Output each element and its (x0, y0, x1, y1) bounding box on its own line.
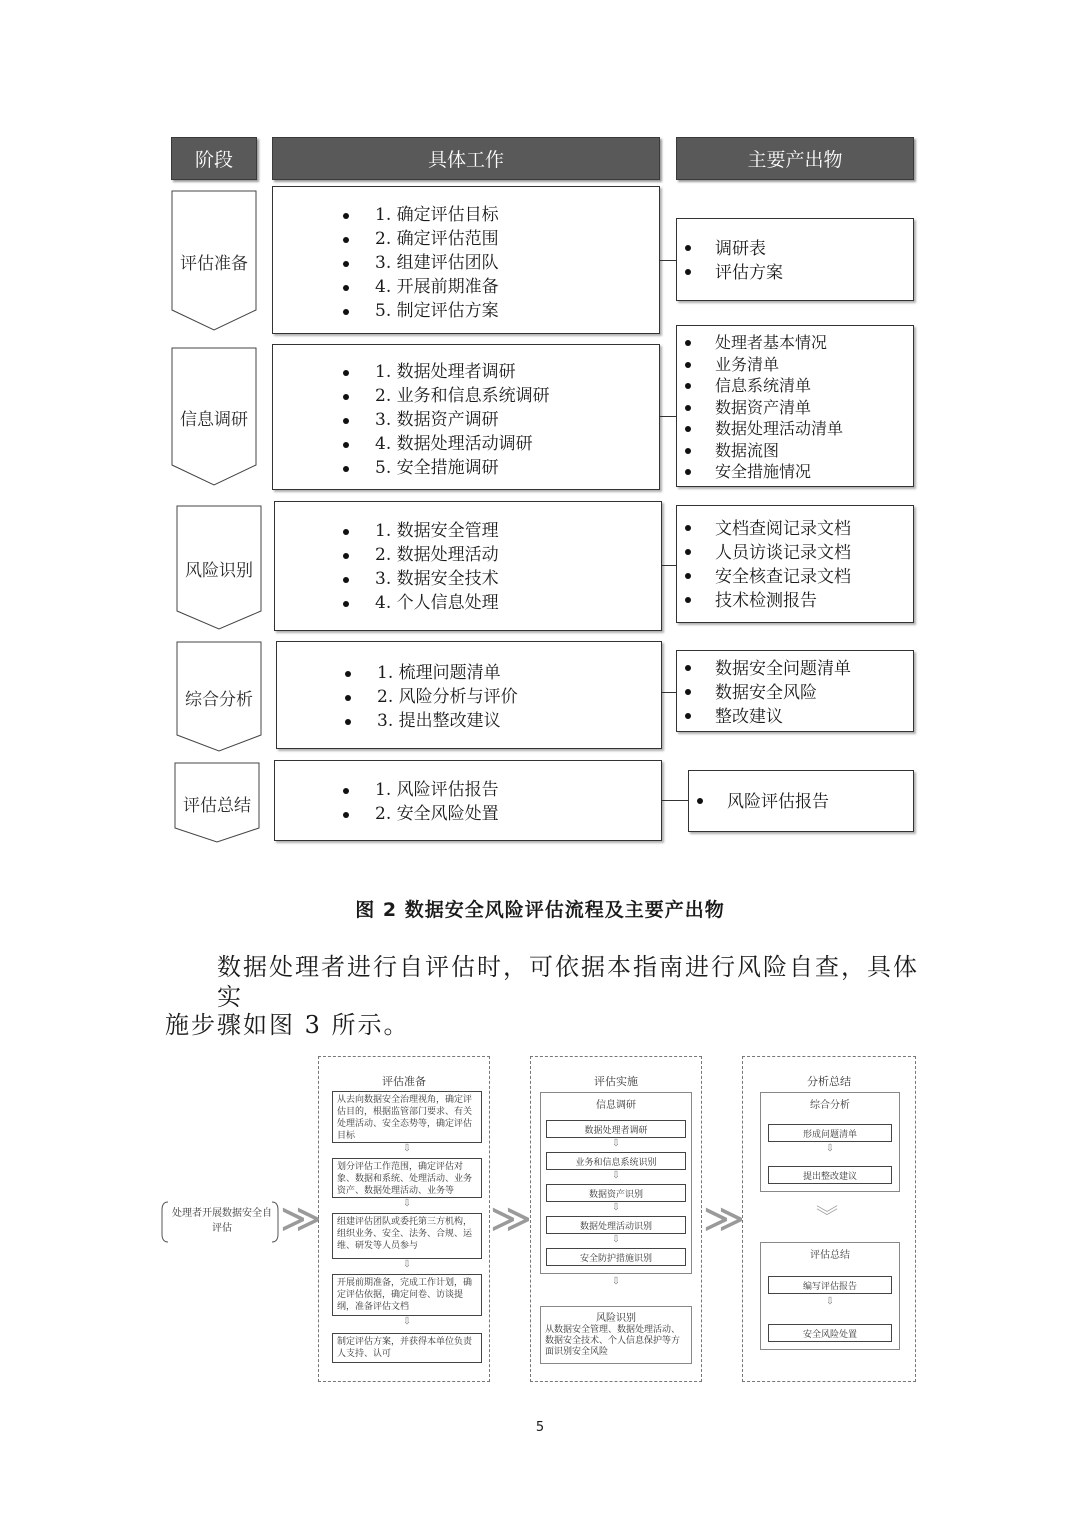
stage-identify (176, 505, 262, 631)
down-arrow-icon: ⇩ (402, 1316, 412, 1327)
work-item: 1. 确定评估目标 (343, 203, 659, 227)
work-item: 4. 个人信息处理 (343, 591, 661, 615)
output-box-identify (676, 505, 914, 623)
stage-label: 评估准备 (180, 253, 248, 274)
output-item: 技术检测报告 (685, 589, 913, 613)
down-arrow-icon: ⇩ (611, 1138, 621, 1149)
work-item: 2. 风险分析与评价 (345, 685, 661, 709)
down-arrow-icon: ⇩ (825, 1296, 835, 1307)
work-item: 5. 制定评估方案 (343, 299, 659, 323)
stage-prepare (171, 190, 257, 332)
sub-identify (540, 1306, 692, 1364)
column-title: 分析总结 (807, 1075, 851, 1088)
start-node (160, 1200, 280, 1244)
stage-label: 综合分析 (185, 689, 253, 710)
sub-title: 评估总结 (810, 1250, 850, 1261)
output-item: 数据流图 (685, 440, 913, 462)
prepare-step-3: 组建评估团队或委托第三方机构，组织业务、安全、法务、合规、运维、研发等人员参与 (332, 1213, 482, 1259)
output-item: 风险评估报告 (697, 790, 913, 814)
output-box-analysis (676, 650, 914, 732)
page-number: 5 (535, 1420, 545, 1435)
output-item: 整改建议 (685, 705, 913, 729)
stage-summary (174, 762, 260, 844)
output-item: 评估方案 (685, 261, 913, 285)
analysis-step-1: 形成问题清单 (768, 1124, 892, 1142)
output-item: 人员访谈记录文档 (685, 541, 913, 565)
work-item: 3. 提出整改建议 (345, 709, 661, 733)
down-arrow-icon: ⇩ (402, 1259, 412, 1270)
down-arrow-icon: ⇩ (402, 1198, 412, 1209)
header-output: 主要产出物 (676, 137, 914, 180)
sub-title: 风险识别 (596, 1313, 636, 1324)
down-arrow-icon: ⇩ (825, 1143, 835, 1154)
stage-label: 风险识别 (185, 560, 253, 581)
chevron-right-icon: ≫ (490, 1196, 532, 1242)
work-item: 3. 数据安全技术 (343, 567, 661, 591)
analysis-step-2: 提出整改建议 (768, 1166, 892, 1184)
body-paragraph-line1: 数据处理者进行自评估时，可依据本指南进行风险自查，具体实 (217, 953, 919, 1011)
work-item: 2. 业务和信息系统调研 (343, 384, 659, 408)
work-item: 1. 数据安全管理 (343, 519, 661, 543)
chevron-down-icon: ︾ (816, 1205, 839, 1230)
work-box-research (272, 344, 660, 490)
work-box-identify (274, 501, 662, 631)
prepare-step-4: 开展前期准备，完成工作计划，确定评估依据，确定问卷、访谈提纲，准备评估文档 (332, 1274, 482, 1316)
conclusion-step-2: 安全风险处置 (768, 1324, 892, 1342)
work-item: 1. 梳理问题清单 (345, 661, 661, 685)
research-step-4: 数据处理活动识别 (546, 1216, 686, 1234)
output-item: 安全措施情况 (685, 461, 913, 483)
sub-title: 综合分析 (810, 1100, 850, 1111)
conclusion-step-1: 编写评估报告 (768, 1276, 892, 1294)
work-item: 5. 安全措施调研 (343, 456, 659, 480)
output-item: 信息系统清单 (685, 375, 913, 397)
work-box-summary (274, 760, 662, 841)
output-item: 安全核查记录文档 (685, 565, 913, 589)
down-arrow-icon: ⇩ (611, 1276, 621, 1287)
work-box-prepare (272, 186, 660, 334)
output-item: 业务清单 (685, 354, 913, 376)
work-item: 3. 数据资产调研 (343, 408, 659, 432)
body-paragraph-line2: 施步骤如图 3 所示。 (165, 1011, 410, 1039)
start-label: 处理者开展数据安全自评估 (172, 1208, 272, 1234)
output-item: 数据资产清单 (685, 397, 913, 419)
header-work: 具体工作 (272, 137, 660, 180)
output-item: 调研表 (685, 237, 913, 261)
prepare-step-2: 划分评估工作范围，确定评估对象、数据和系统、处理活动、业务资产、数据处理活动、业务等 (332, 1158, 482, 1198)
figure-caption: 图 2 数据安全风险评估流程及主要产出物 (355, 899, 725, 921)
output-box-research (676, 325, 914, 487)
stage-research (171, 347, 257, 487)
stage-analysis (176, 641, 262, 753)
output-item: 数据安全问题清单 (685, 657, 913, 681)
work-item: 4. 开展前期准备 (343, 275, 659, 299)
work-box-analysis (276, 641, 662, 749)
connector (662, 565, 676, 566)
header-stage: 阶段 (171, 137, 257, 180)
connector (662, 800, 688, 801)
connector (662, 692, 676, 693)
work-item: 2. 确定评估范围 (343, 227, 659, 251)
down-arrow-icon: ⇩ (611, 1202, 621, 1213)
sub-title: 信息调研 (596, 1100, 636, 1111)
output-item: 文档查阅记录文档 (685, 517, 913, 541)
research-step-1: 数据处理者调研 (546, 1120, 686, 1138)
chevron-right-icon: ≫ (703, 1196, 745, 1242)
research-step-2: 业务和信息系统识别 (546, 1152, 686, 1170)
work-item: 1. 风险评估报告 (343, 778, 661, 802)
stage-label: 信息调研 (180, 409, 248, 430)
down-arrow-icon: ⇩ (611, 1234, 621, 1245)
down-arrow-icon: ⇩ (402, 1143, 412, 1154)
research-step-3: 数据资产识别 (546, 1184, 686, 1202)
work-item: 4. 数据处理活动调研 (343, 432, 659, 456)
research-step-5: 安全防护措施识别 (546, 1248, 686, 1266)
down-arrow-icon: ⇩ (611, 1170, 621, 1181)
prepare-step-1: 从去向数据安全治理视角，确定评估目的，根据监管部门要求、有关处理活动、安全态势等，确定评估目标 (332, 1091, 482, 1143)
work-item: 2. 数据处理活动 (343, 543, 661, 567)
identify-text: 从数据安全管理、数据处理活动、数据安全技术、个人信息保护等方面识别安全风险 (545, 1325, 681, 1357)
output-item: 数据安全风险 (685, 681, 913, 705)
column-title: 评估准备 (382, 1075, 426, 1088)
column-title: 评估实施 (594, 1075, 638, 1088)
output-item: 数据处理活动清单 (685, 418, 913, 440)
work-item: 1. 数据处理者调研 (343, 360, 659, 384)
connector (660, 416, 676, 417)
work-item: 2. 安全风险处置 (343, 802, 661, 826)
chevron-right-icon: ≫ (280, 1196, 322, 1242)
output-box-prepare (676, 218, 914, 301)
work-item: 3. 组建评估团队 (343, 251, 659, 275)
output-item: 处理者基本情况 (685, 332, 913, 354)
prepare-step-5: 制定评估方案，并获得本单位负责人支持、认可 (332, 1333, 482, 1363)
connector (660, 260, 676, 261)
stage-label: 评估总结 (183, 795, 251, 816)
output-box-summary (688, 770, 914, 832)
